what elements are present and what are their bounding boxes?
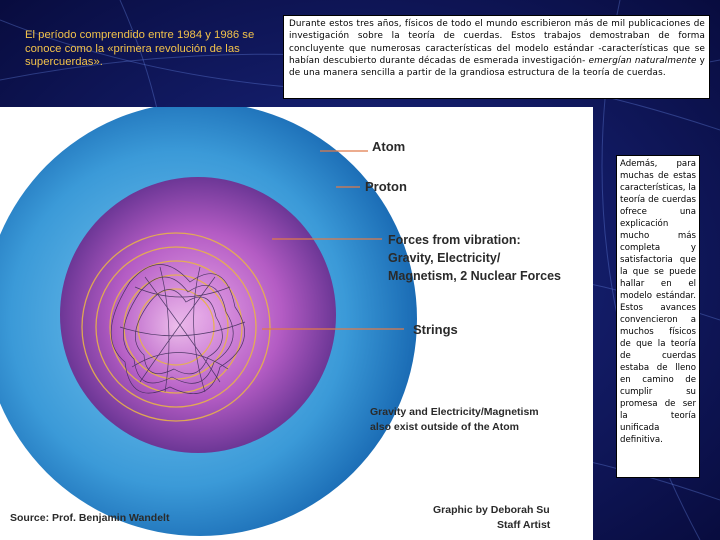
top-text-italic: emergían naturalmente <box>588 55 697 66</box>
top-text-part2: y de una manera sencilla a partir de la grandiosa estructura de la teoría de cuerdas. <box>289 55 705 79</box>
label-atom: Atom <box>372 139 406 154</box>
top-text-part1: Durante estos tres años, físicos de todo el mundo escribieron más de mil publicaciones de investigación sobre la teoría de cuerdas. Estos trabajos demostraban de forma concluyente que numerosas características del modelo estándar -características que se habían descubierto durante décadas de esmerada investigación- <box>289 19 705 66</box>
side-text: Además, para muchas de estas características, la teoría de cuerdas ofrece una explicación mucho más completa y satisfactoria que la que se puede hallar en el modelo estándar. Estos avances convencieron a muchos físicos de que la teoría de cuerdas estaba de lleno en camino de cumplir su promesa de ser la teoría unificada definitiva. <box>620 159 696 445</box>
label-outside-line2: also exist outside of the Atom <box>370 421 519 433</box>
side-text-box <box>616 155 700 478</box>
label-forces-line3: Magnetism, 2 Nuclear Forces <box>388 269 561 283</box>
label-strings: Strings <box>413 322 458 337</box>
label-forces-line2: Gravity, Electricity/ <box>388 251 501 265</box>
atom-diagram-svg <box>0 107 593 540</box>
top-text-box <box>283 15 710 99</box>
label-forces-line1: Forces from vibration: <box>388 233 521 247</box>
label-credit-line1: Graphic by Deborah Su <box>433 504 550 516</box>
label-credit-line2: Staff Artist <box>497 519 551 531</box>
label-source: Source: Prof. Benjamin Wandelt <box>10 512 170 524</box>
label-outside-line1: Gravity and Electricity/Magnetism <box>370 406 539 418</box>
intro-text: El período comprendido entre 1984 y 1986 se conoce como la «primera revolución de las supercuerdas». <box>25 29 255 69</box>
label-proton: Proton <box>365 179 407 194</box>
atom-diagram <box>0 107 593 540</box>
